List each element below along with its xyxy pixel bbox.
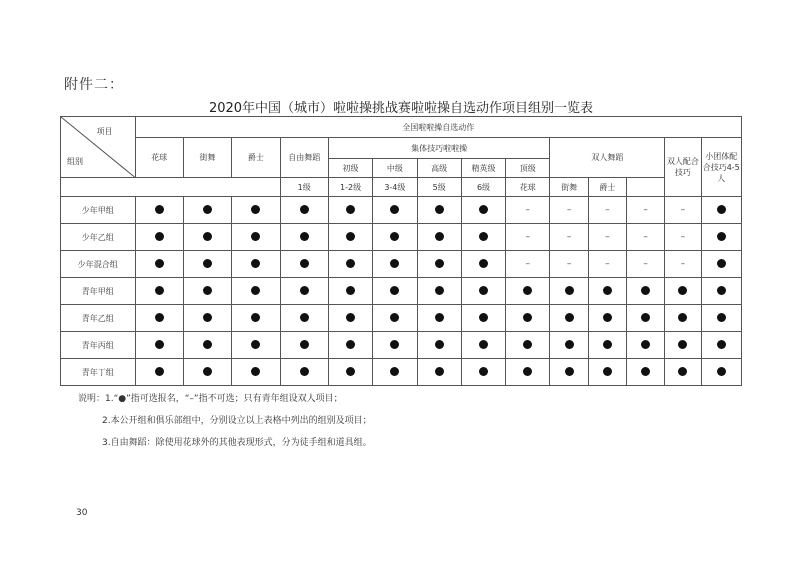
table-cell (588, 278, 626, 305)
col-header-level-elite: 精英级 (461, 159, 505, 178)
available-dot-icon (603, 313, 612, 322)
available-dot-icon (203, 286, 212, 295)
table-cell (588, 251, 626, 278)
table-cell (588, 305, 626, 332)
table-cell (417, 332, 461, 359)
table-cell (626, 305, 664, 332)
available-dot-icon (479, 286, 488, 295)
available-dot-icon (603, 340, 612, 349)
table-cell (550, 278, 588, 305)
table-cell (665, 197, 701, 224)
available-dot-icon (251, 313, 260, 322)
available-dot-icon (479, 205, 488, 214)
unavailable-dash: – (643, 232, 648, 242)
available-dot-icon (155, 259, 164, 268)
available-dot-icon (390, 232, 399, 241)
available-dot-icon (479, 340, 488, 349)
table-cell (701, 197, 742, 224)
available-dot-icon (435, 259, 444, 268)
table-cell (506, 278, 550, 305)
available-dot-icon (346, 232, 355, 241)
unavailable-dash: – (525, 205, 531, 215)
available-dot-icon (390, 313, 399, 322)
table-cell (461, 332, 505, 359)
row-group-label: 青年丁组 (61, 359, 136, 386)
table-cell (506, 332, 550, 359)
table-cell (506, 197, 550, 224)
col-header-duo-dance: 双人舞蹈 (550, 138, 665, 178)
unavailable-dash: – (566, 232, 572, 242)
available-dot-icon (203, 313, 212, 322)
grade-high: 3-4级 (373, 178, 417, 197)
available-dot-icon (203, 205, 212, 214)
available-dot-icon (435, 205, 444, 214)
table-cell (550, 305, 588, 332)
available-dot-icon (203, 259, 212, 268)
unavailable-dash: – (680, 232, 686, 242)
table-row (61, 197, 742, 224)
table-cell (506, 359, 550, 386)
table-cell (701, 332, 742, 359)
available-dot-icon (390, 367, 399, 376)
available-dot-icon (346, 205, 355, 214)
available-dot-icon (523, 367, 532, 376)
table-cell (328, 359, 372, 386)
available-dot-icon (678, 313, 687, 322)
table-cell (665, 224, 701, 251)
table-cell (506, 251, 550, 278)
corner-label-groups: 组别 (67, 157, 83, 166)
table-row (61, 278, 742, 305)
table-cell (328, 278, 372, 305)
table-cell (417, 278, 461, 305)
attachment-label: 附件二： (64, 77, 124, 93)
available-dot-icon (390, 340, 399, 349)
col-header-pair-skill: 双人配合技巧 (665, 138, 701, 197)
table-cell (232, 224, 280, 251)
table-cell (183, 359, 231, 386)
table-cell (183, 251, 231, 278)
table-cell (280, 224, 328, 251)
table-cell (135, 359, 183, 386)
table-cell (135, 332, 183, 359)
available-dot-icon (251, 286, 260, 295)
table-cell (417, 197, 461, 224)
table-cell (626, 197, 664, 224)
unavailable-dash: – (525, 259, 531, 269)
event-category-table (60, 116, 742, 386)
available-dot-icon (641, 367, 650, 376)
available-dot-icon (565, 313, 574, 322)
available-dot-icon (717, 259, 726, 268)
table-cell (183, 224, 231, 251)
available-dot-icon (435, 367, 444, 376)
table-cell (328, 251, 372, 278)
table-cell (373, 278, 417, 305)
table-cell (183, 278, 231, 305)
unavailable-dash: – (605, 205, 610, 215)
table-cell (588, 224, 626, 251)
table-cell (626, 278, 664, 305)
table-cell (461, 278, 505, 305)
col-header-level-high: 高级 (417, 159, 461, 178)
table-cell (417, 359, 461, 386)
available-dot-icon (717, 313, 726, 322)
table-row (61, 224, 742, 251)
table-cell (183, 305, 231, 332)
table-cell (328, 197, 372, 224)
col-header-duo-street-dance: 街舞 (550, 178, 588, 197)
notes (78, 388, 372, 454)
table-cell (135, 197, 183, 224)
available-dot-icon (346, 313, 355, 322)
page-number: 30 (76, 508, 88, 518)
available-dot-icon (435, 313, 444, 322)
grade-top: 6级 (461, 178, 505, 197)
available-dot-icon (565, 286, 574, 295)
available-dot-icon (479, 232, 488, 241)
grade-elite: 5级 (417, 178, 461, 197)
table-cell (461, 224, 505, 251)
col-header-level-mid: 中级 (373, 159, 417, 178)
table-cell (550, 197, 588, 224)
available-dot-icon (155, 232, 164, 241)
table-cell (280, 332, 328, 359)
table-cell (550, 359, 588, 386)
available-dot-icon (603, 286, 612, 295)
available-dot-icon (203, 367, 212, 376)
table-cell (183, 332, 231, 359)
available-dot-icon (435, 232, 444, 241)
available-dot-icon (678, 367, 687, 376)
note-2: 2.本公开组和俱乐部组中，分别设立以上表格中列出的组别及项目； (102, 416, 372, 426)
col-header-jazz: 爵士 (232, 138, 280, 178)
table-cell (280, 359, 328, 386)
table-cell (461, 305, 505, 332)
available-dot-icon (717, 232, 726, 241)
table-cell (550, 224, 588, 251)
col-header-free-dance: 自由舞蹈 (280, 138, 328, 178)
available-dot-icon (641, 286, 650, 295)
available-dot-icon (300, 340, 309, 349)
table-cell (417, 251, 461, 278)
available-dot-icon (565, 340, 574, 349)
grade-beginner: 1级 (280, 178, 328, 197)
header-spacer (61, 178, 281, 197)
available-dot-icon (346, 286, 355, 295)
table-cell (701, 251, 742, 278)
table-cell (232, 278, 280, 305)
available-dot-icon (300, 313, 309, 322)
table-cell (232, 251, 280, 278)
table-row (61, 332, 742, 359)
note-1: 说明：1.“●”指可选报名，“–”指不可选；只有青年组设双人项目； (78, 394, 343, 404)
table-cell (135, 305, 183, 332)
available-dot-icon (603, 367, 612, 376)
available-dot-icon (678, 340, 687, 349)
table-cell (461, 359, 505, 386)
unavailable-dash: – (566, 259, 572, 269)
table-cell (373, 359, 417, 386)
table-cell (506, 305, 550, 332)
table-cell (232, 197, 280, 224)
col-header-street-dance: 街舞 (183, 138, 231, 178)
table-cell (665, 332, 701, 359)
available-dot-icon (717, 367, 726, 376)
available-dot-icon (300, 286, 309, 295)
table-row (61, 359, 742, 386)
available-dot-icon (565, 367, 574, 376)
table-cell (588, 197, 626, 224)
available-dot-icon (435, 286, 444, 295)
unavailable-dash: – (525, 232, 531, 242)
unavailable-dash: – (643, 259, 648, 269)
table-cell (135, 224, 183, 251)
table-cell (328, 305, 372, 332)
available-dot-icon (479, 367, 488, 376)
unavailable-dash: – (605, 259, 610, 269)
col-header-flower-ball: 花球 (135, 138, 183, 178)
unavailable-dash: – (680, 205, 686, 215)
table-cell (417, 305, 461, 332)
table-row (61, 251, 742, 278)
col-header-level-beginner: 初级 (328, 159, 372, 178)
table-cell (665, 305, 701, 332)
table-cell (328, 224, 372, 251)
available-dot-icon (155, 340, 164, 349)
available-dot-icon (523, 286, 532, 295)
available-dot-icon (479, 313, 488, 322)
table-cell (588, 332, 626, 359)
table-cell (626, 224, 664, 251)
table-cell (461, 197, 505, 224)
table-row (61, 305, 742, 332)
col-header-small-group-skill: 小团体配合技巧4-5人 (701, 138, 742, 197)
available-dot-icon (251, 340, 260, 349)
available-dot-icon (300, 205, 309, 214)
table-cell (183, 197, 231, 224)
table-cell (665, 359, 701, 386)
table-cell (626, 359, 664, 386)
table-cell (135, 278, 183, 305)
table-cell (232, 332, 280, 359)
table-cell (461, 251, 505, 278)
available-dot-icon (155, 313, 164, 322)
table-cell (232, 305, 280, 332)
col-header-duo-jazz: 爵士 (588, 178, 626, 197)
available-dot-icon (300, 232, 309, 241)
table-cell (701, 305, 742, 332)
row-group-label: 青年甲组 (61, 278, 136, 305)
available-dot-icon (717, 340, 726, 349)
table-cell (626, 251, 664, 278)
table-cell (701, 359, 742, 386)
available-dot-icon (641, 313, 650, 322)
table-cell (280, 278, 328, 305)
available-dot-icon (641, 340, 650, 349)
grade-mid: 1-2级 (328, 178, 372, 197)
table-cell (550, 251, 588, 278)
available-dot-icon (479, 259, 488, 268)
available-dot-icon (717, 205, 726, 214)
table-cell (280, 197, 328, 224)
available-dot-icon (390, 286, 399, 295)
table-cell (373, 305, 417, 332)
available-dot-icon (251, 205, 260, 214)
table-cell (232, 359, 280, 386)
table-cell (588, 359, 626, 386)
table-cell (665, 278, 701, 305)
table-cell (373, 251, 417, 278)
col-header-group-skill: 集体技巧啦啦操 (328, 138, 550, 159)
table-cell (550, 332, 588, 359)
table-cell (373, 332, 417, 359)
table-cell (665, 251, 701, 278)
available-dot-icon (300, 259, 309, 268)
unavailable-dash: – (643, 205, 648, 215)
available-dot-icon (523, 340, 532, 349)
document-title: 2020年中国（城市）啦啦操挑战赛啦啦操自选动作项目组别一览表 (208, 101, 594, 116)
available-dot-icon (435, 340, 444, 349)
table-cell (280, 251, 328, 278)
unavailable-dash: – (566, 205, 572, 215)
row-group-label: 青年乙组 (61, 305, 136, 332)
available-dot-icon (523, 313, 532, 322)
row-group-label: 少年乙组 (61, 224, 136, 251)
available-dot-icon (346, 259, 355, 268)
table-cell (373, 224, 417, 251)
available-dot-icon (251, 367, 260, 376)
available-dot-icon (155, 286, 164, 295)
table-cell (373, 197, 417, 224)
unavailable-dash: – (605, 232, 610, 242)
row-group-label: 少年混合组 (61, 251, 136, 278)
available-dot-icon (203, 232, 212, 241)
available-dot-icon (155, 367, 164, 376)
row-group-label: 少年甲组 (61, 197, 136, 224)
table-cell (506, 224, 550, 251)
table-cell (701, 278, 742, 305)
unavailable-dash: – (680, 259, 686, 269)
available-dot-icon (346, 367, 355, 376)
available-dot-icon (203, 340, 212, 349)
available-dot-icon (717, 286, 726, 295)
available-dot-icon (155, 205, 164, 214)
table-cell (417, 224, 461, 251)
note-3: 3.自由舞蹈：除使用花球外的其他表现形式，分为徒手组和道具组。 (102, 438, 372, 448)
table-cell (626, 332, 664, 359)
table-cell (701, 224, 742, 251)
row-group-label: 青年丙组 (61, 332, 136, 359)
available-dot-icon (390, 205, 399, 214)
available-dot-icon (678, 286, 687, 295)
col-header-duo-flower-ball: 花球 (506, 178, 550, 197)
col-header-level-top: 顶级 (506, 159, 550, 178)
header-corner-cell (61, 117, 136, 178)
available-dot-icon (251, 259, 260, 268)
group-header: 全国啦啦操自选动作 (135, 117, 741, 138)
available-dot-icon (251, 232, 260, 241)
table-cell (135, 251, 183, 278)
table-cell (280, 305, 328, 332)
available-dot-icon (390, 259, 399, 268)
available-dot-icon (346, 340, 355, 349)
available-dot-icon (300, 367, 309, 376)
corner-label-events: 项目 (96, 127, 113, 136)
table-cell (328, 332, 372, 359)
